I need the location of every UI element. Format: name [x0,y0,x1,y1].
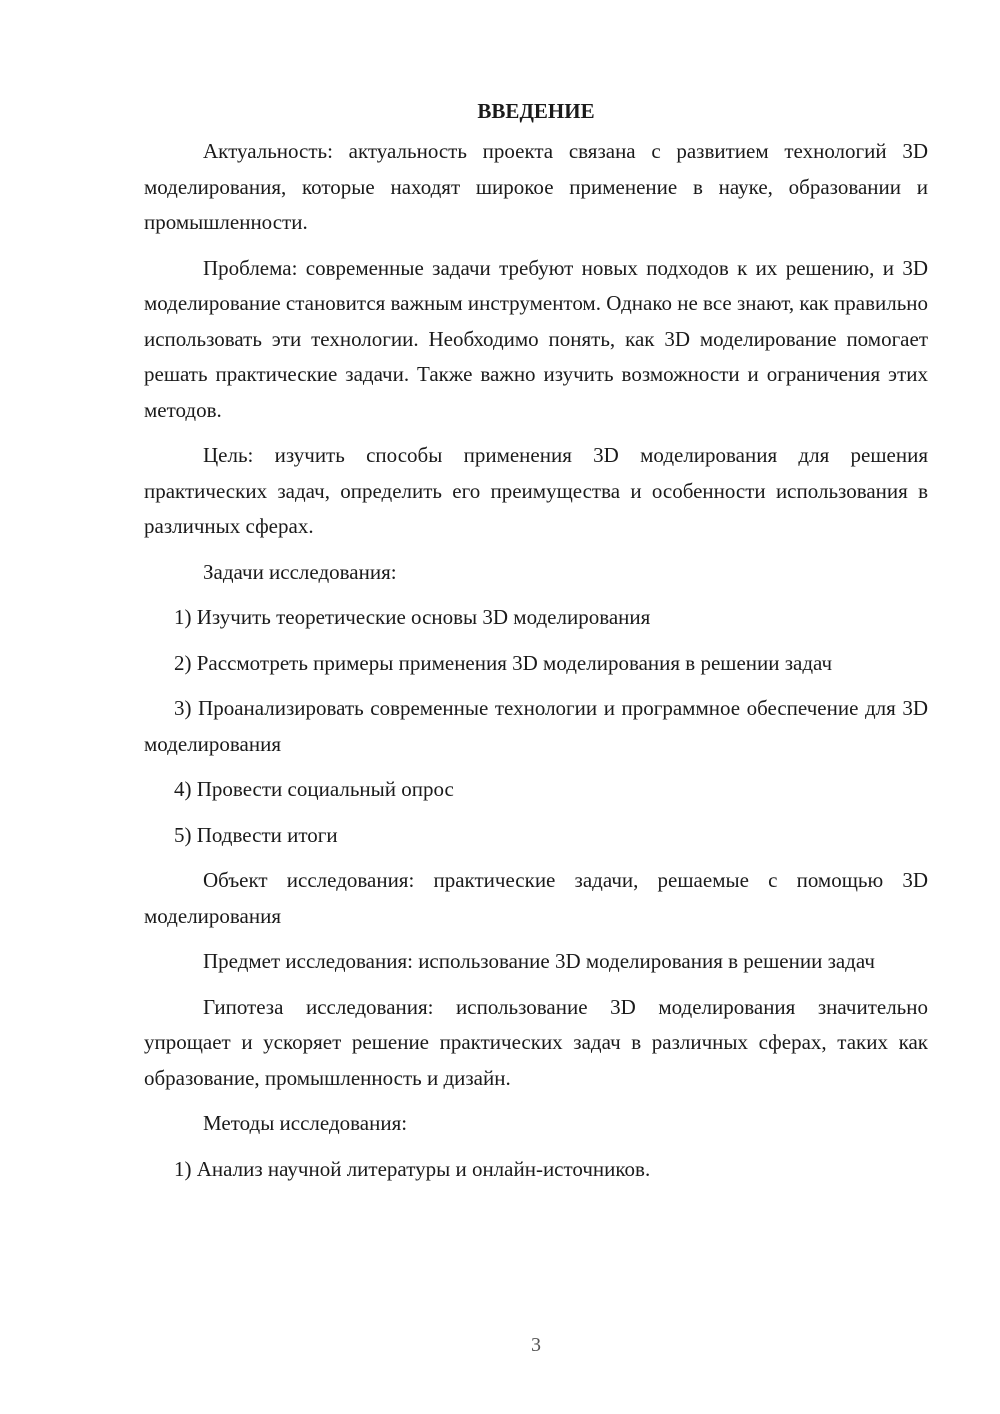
document-page [144,94,928,1197]
methods-heading: Методы исследования: [203,1111,408,1135]
object-paragraph: Объект исследования: практические задачи, решаемые с помощью 3D моделирования [144,868,928,928]
method-item: 1) Анализ научной литературы и онлайн-источников. [174,1156,651,1181]
tasks-heading: Задачи исследования: [203,559,397,584]
page-title: ВВЕДЕНИЕ [477,99,595,123]
task-item: 4) Провести социальный опрос [174,777,454,801]
goal-paragraph: Цель: изучить способы применения 3D моделирования для решения практических задач, определить его преимущества и особенности использования в различных сферах. [144,443,928,538]
task-item: 1) Изучить теоретические основы 3D моделирования [174,605,651,629]
relevance-paragraph: Актуальность: актуальность проекта связана с развитием технологий 3D моделирования, которые находят широкое применение в науке, образовании и промышленности. [144,139,928,234]
task-item: 5) Подвести итоги [174,822,338,847]
task-item: 3) Проанализировать современные технологии и программное обеспечение для 3D моделирования [144,696,928,756]
task-item: 2) Рассмотреть примеры применения 3D моделирования в решении задач [174,650,833,675]
hypothesis-paragraph: Гипотеза исследования: использование 3D моделирования значительно упрощает и ускоряет решение практических задач в различных сферах, таких как образование, промышленность и дизайн. [144,994,928,1090]
subject-paragraph: Предмет исследования: использование 3D моделирования в решении задач [203,949,875,973]
page-number: 3 [531,1334,541,1356]
problem-paragraph: Проблема: современные задачи требуют новых подходов к их решению, и 3D моделирование становится важным инструментом. Однако не все знают, как правильно использовать эти технологии. Необходимо понять, как 3D моделирование помогает решать практические задачи. Также важно изучить возможности и ограничения этих методов. [144,255,929,422]
